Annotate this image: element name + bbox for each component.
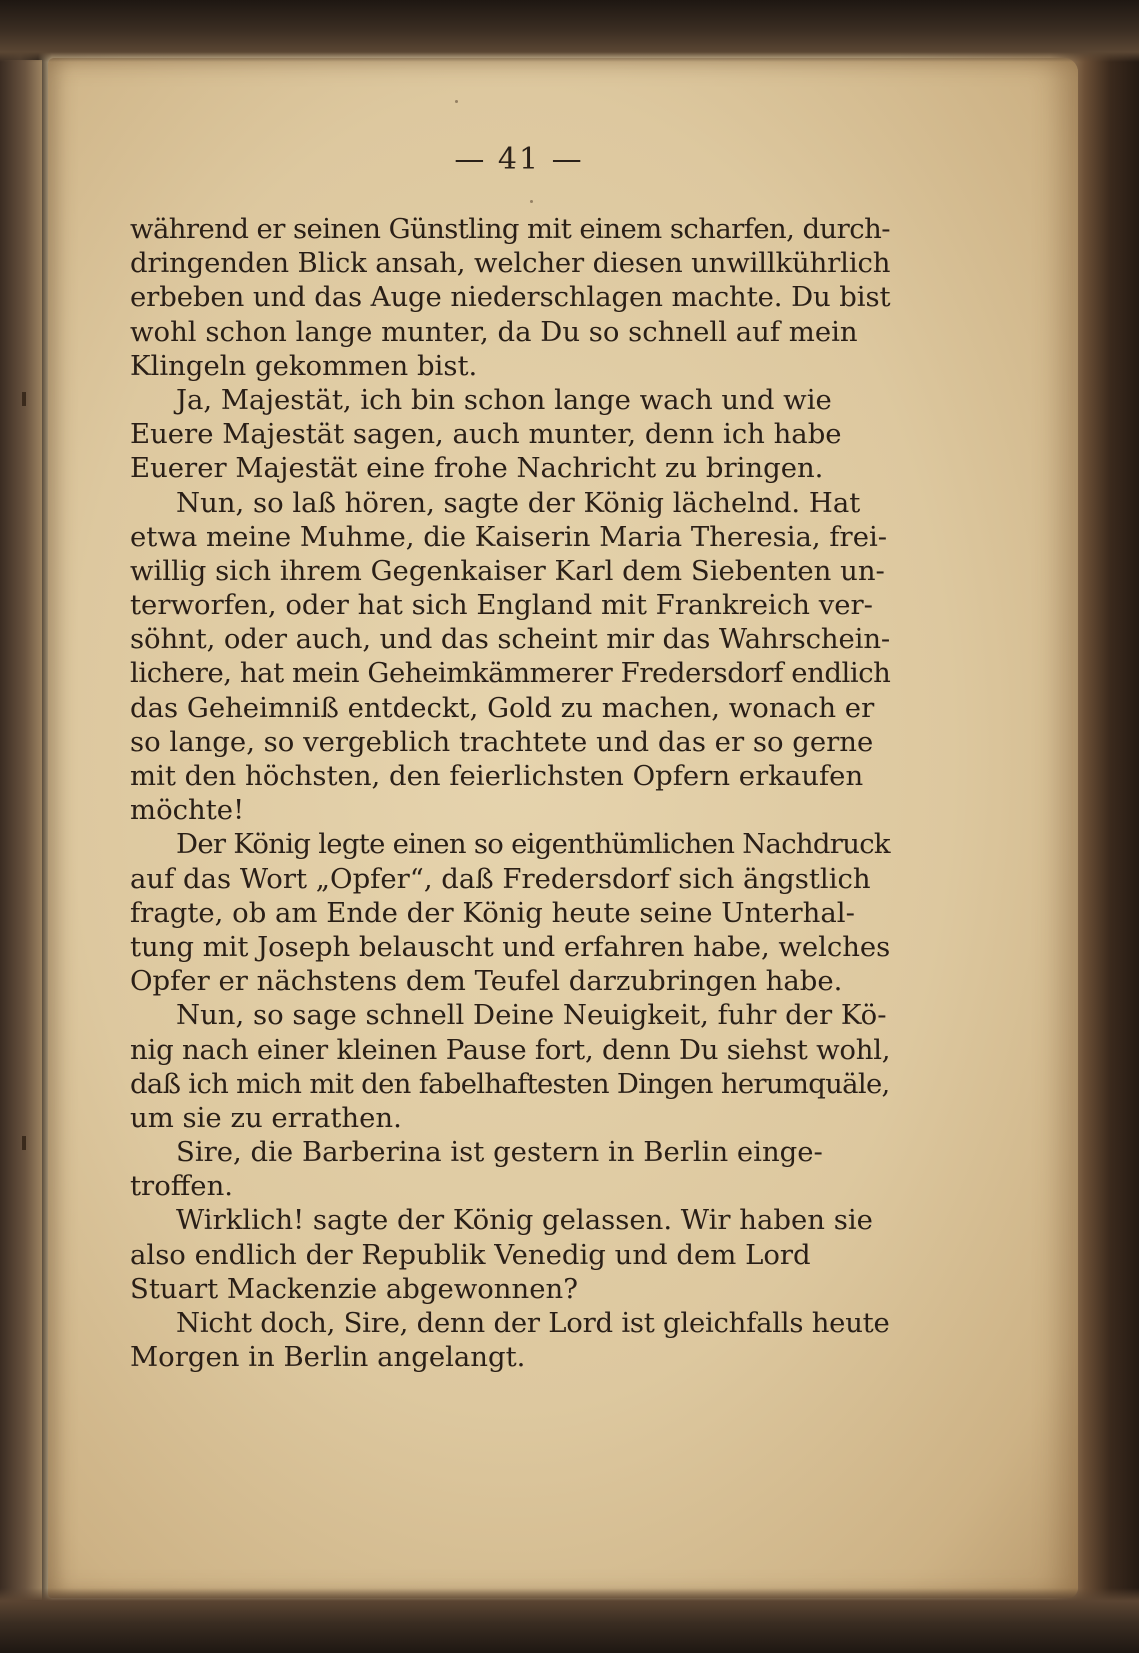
text-line: wohl schon lange munter, da Du so schnell auf mein [130,315,858,348]
text-line: Nicht doch, Sire, denn der Lord ist gleichfalls heute [176,1307,890,1339]
text-line: Nun, so laß hören, sagte der König lächelnd. Hat [176,486,861,519]
page-number: — 41 — [454,142,584,177]
text-line: während er seinen Günstling mit einem scharfen, durch- [130,213,890,245]
left-page-edge [0,60,42,1600]
text-line: dringenden Blick ansah, welcher diesen unwillkührlich [130,247,891,280]
text-line: etwa meine Muhme, die Kaiserin Maria Theresia, frei- [130,520,888,553]
text-line: also endlich der Republik Venedig und dem Lord [130,1238,811,1271]
text-line: lichere, hat mein Geheimkämmerer Fredersdorf endlich [130,657,891,690]
text-line: Morgen in Berlin angelangt. [130,1341,526,1374]
paper-speck [530,200,533,203]
text-line: auf das Wort „Opfer“, daß Fredersdorf sich ängstlich [130,862,871,895]
text-line: nig nach einer kleinen Pause fort, denn Du siehst wohl, [130,1033,891,1066]
text-line: Klingeln gekommen bist. [130,349,478,382]
margin-mark [22,392,26,406]
text-line: daß ich mich mit den fabelhaftesten Dingen herumquäle, [130,1067,890,1100]
text-line: Euerer Majestät eine frohe Nachricht zu bringen. [130,452,824,485]
text-line: Nun, so sage schnell Deine Neuigkeit, fuhr der Kö- [176,999,887,1032]
body-text [130,212,890,1374]
text-line: so lange, so vergeblich trachtete und das er so gerne [130,725,874,758]
margin-mark [22,1136,26,1150]
text-line: Stuart Mackenzie abgewonnen? [130,1272,578,1305]
text-line: söhnt, oder auch, und das scheint mir das Wahrschein- [130,623,891,656]
text-line: Euere Majestät sagen, auch munter, denn ich habe [130,418,842,451]
text-line: um sie zu errathen. [130,1101,402,1134]
text-line: Ja, Majestät, ich bin schon lange wach und wie [176,383,832,416]
text-line: mit den höchsten, den feierlichsten Opfern erkaufen [130,760,864,792]
text-line: tung mit Joseph belauscht und erfahren habe, welches [130,930,891,963]
text-line: troffen. [130,1170,234,1203]
text-line: Sire, die Barberina ist gestern in Berlin einge- [176,1136,823,1169]
book-cover-top-edge [0,0,1139,62]
text-line: erbeben und das Auge niederschlagen machte. Du bist [130,281,891,314]
paper-speck [455,100,458,103]
text-line: Wirklich! sagte der König gelassen. Wir haben sie [176,1204,873,1237]
text-line: möchte! [130,794,245,827]
text-line: terworfen, oder hat sich England mit Frankreich ver- [130,589,873,622]
text-line: fragte, ob am Ende der König heute seine Unterhal- [130,896,855,929]
text-line: Der König legte einen so eigenthümlichen Nachdruck [176,828,890,861]
text-line: das Geheimniß entdeckt, Gold zu machen, wonach er [130,691,875,724]
book-cover-bottom-edge [0,1588,1139,1653]
text-line: willig sich ihrem Gegenkaiser Karl dem Siebenten un- [130,554,885,587]
text-line: Opfer er nächstens dem Teufel darzubringen habe. [130,965,843,998]
